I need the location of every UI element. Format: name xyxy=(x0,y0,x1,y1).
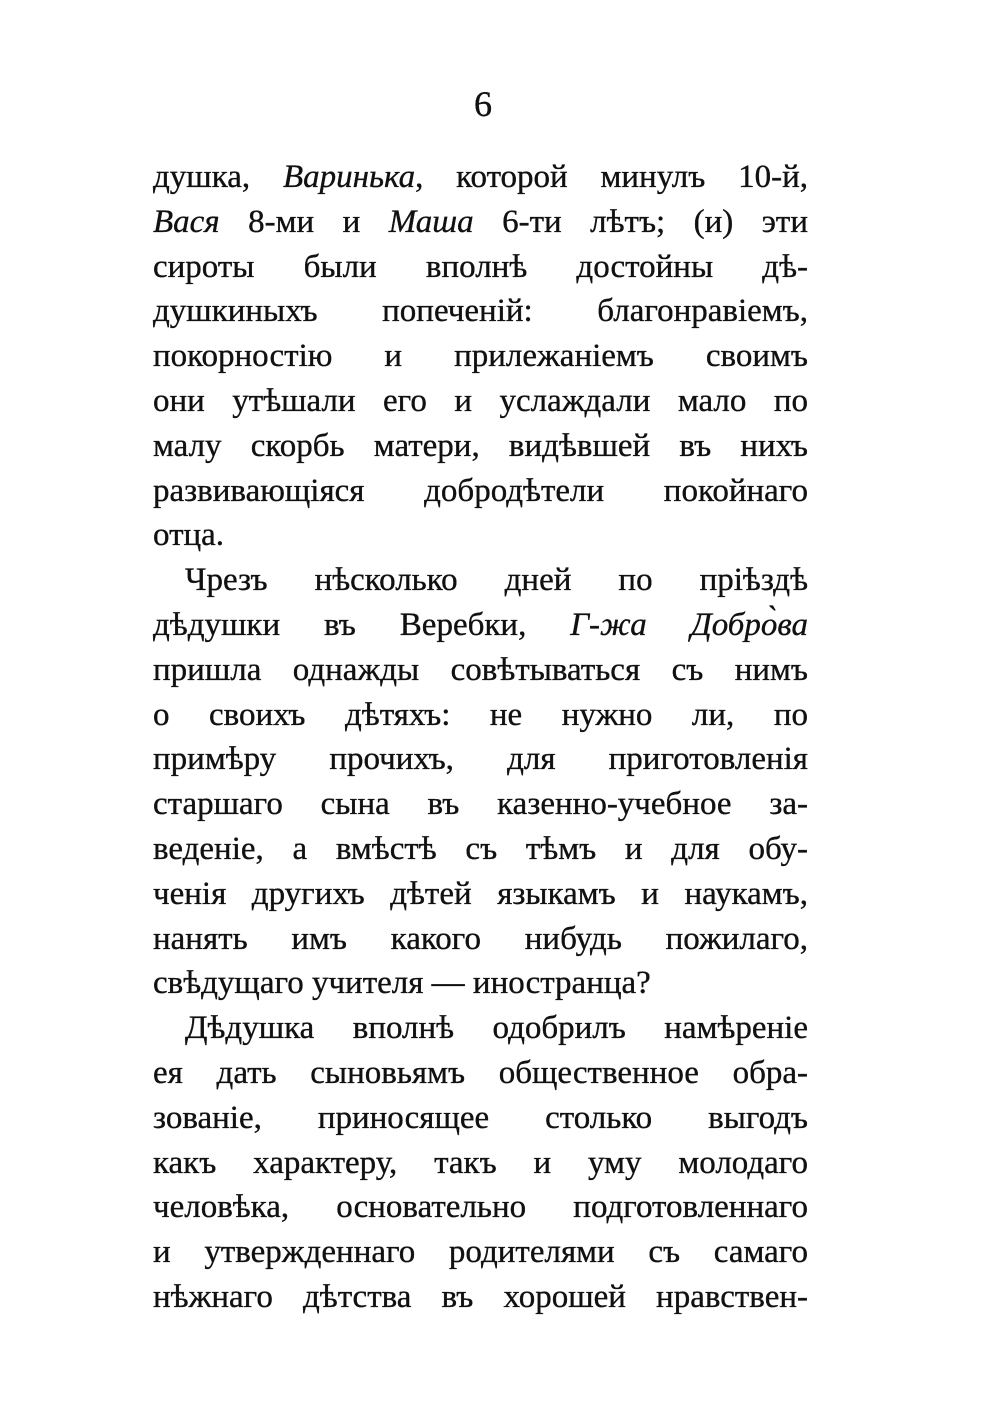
paragraph-2 xyxy=(153,558,808,1006)
italic-name: Вася xyxy=(153,203,220,240)
text-segment: 6-ти лѣтъ; (и) эти xyxy=(473,203,808,240)
text-line: пришла однажды совѣтываться съ нимъ xyxy=(153,651,808,688)
text-line: малу скорбь матери, видѣвшей въ нихъ xyxy=(153,427,808,464)
italic-name: Варинька xyxy=(282,159,416,195)
text-line: покорностію и прилежаніемъ своимъ xyxy=(153,338,808,375)
text-segment: душка, xyxy=(153,159,283,195)
page-number: 6 xyxy=(474,84,492,124)
text-segment: , которой минулъ 10-й, xyxy=(415,159,808,195)
paragraph-1 xyxy=(153,155,808,558)
text-line: и утвержденнаго родителями съ самаго xyxy=(153,1234,808,1271)
text-line: свѣдущаго учителя — иностранца? xyxy=(153,965,651,1002)
text-line: человѣка, основательно подготовленнаго xyxy=(153,1189,808,1226)
body-text xyxy=(153,155,808,1320)
text-line: нанять имъ какого нибудь пожилаго, xyxy=(153,920,808,957)
text-line: ченія другихъ дѣтей языкамъ и наукамъ, xyxy=(153,875,808,912)
text-line xyxy=(153,155,808,200)
text-line: старшаго сына въ казенно-учебное за- xyxy=(153,786,808,823)
text-line xyxy=(153,603,808,648)
text-line: отца. xyxy=(153,517,225,554)
text-line: примѣру прочихъ, для приготовленія xyxy=(153,741,808,778)
text-line: ея дать сыновьямъ общественное обра- xyxy=(153,1054,808,1091)
text-line: зованіе, приносящее столько выгодъ xyxy=(153,1099,808,1136)
text-line: душкиныхъ попеченій: благонравіемъ, xyxy=(153,293,808,330)
text-segment: 8-ми и xyxy=(219,203,389,240)
text-segment: дѣдушки въ Веребки, xyxy=(153,606,571,643)
text-line: о своихъ дѣтяхъ: не нужно ли, по xyxy=(153,696,808,733)
text-line: нѣжнаго дѣтства въ хорошей нравствен- xyxy=(153,1278,808,1315)
text-line: Дѣдушка вполнѣ одобрилъ намѣреніе xyxy=(185,1010,808,1047)
text-line: веденіе, а вмѣстѣ съ тѣмъ и для обу- xyxy=(153,830,808,867)
paragraph-3 xyxy=(153,1006,808,1320)
text-line: сироты были вполнѣ достойны дѣ- xyxy=(153,248,808,285)
text-line: Чрезъ нѣсколько дней по пріѣздѣ xyxy=(185,562,808,599)
italic-name: Маша xyxy=(388,203,474,240)
text-line: развивающіяся добродѣтели покойнаго xyxy=(153,472,808,509)
text-line: они утѣшали его и услаждали мало по xyxy=(153,382,808,419)
text-line xyxy=(153,200,808,245)
text-line: какъ характеру, такъ и уму молодаго xyxy=(153,1144,808,1181)
italic-name: Г-жа Добро̀ва xyxy=(570,606,808,643)
